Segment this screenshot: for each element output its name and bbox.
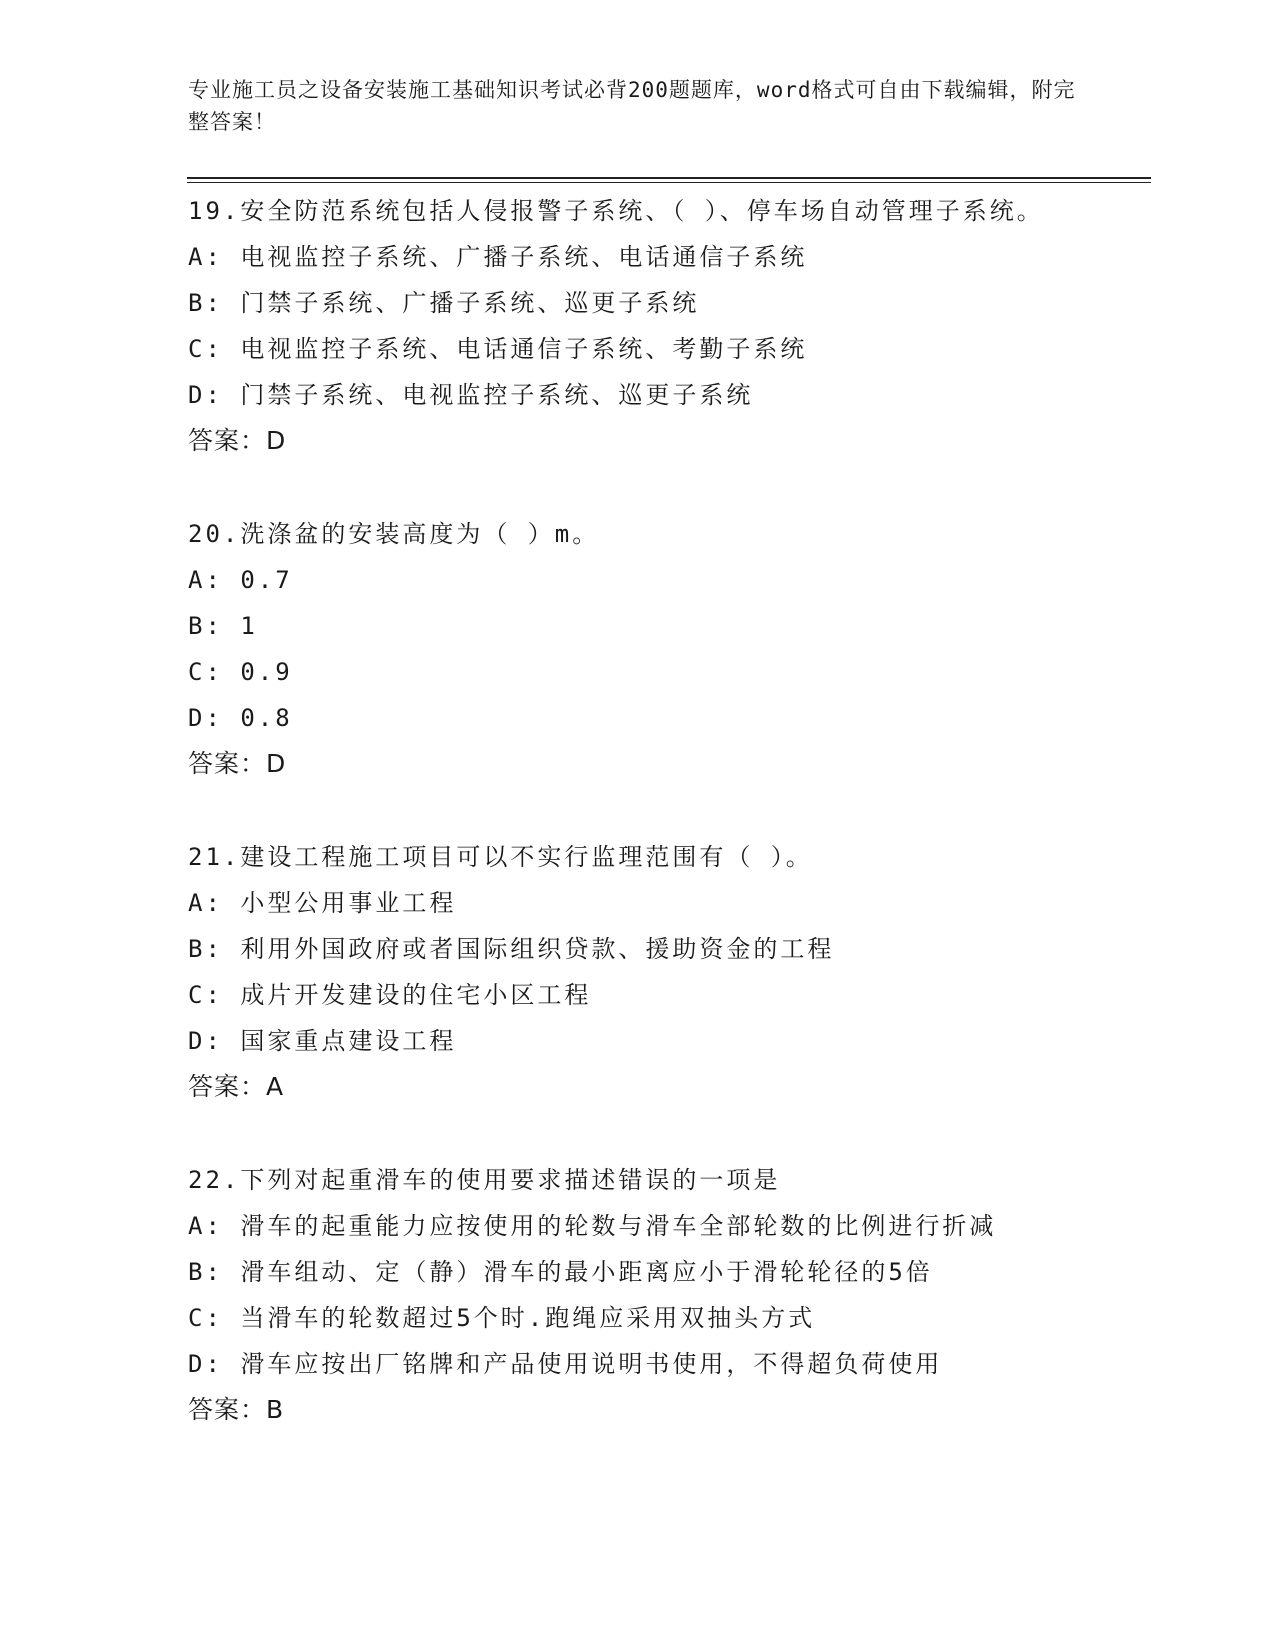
header-divider-thick: [187, 177, 1151, 179]
question-stem: 20.洗涤盆的安装高度为（ ）m。: [188, 520, 600, 548]
answer: 答案：D: [188, 426, 287, 455]
question-list: [188, 188, 1068, 1480]
option-a: A: 滑车的起重能力应按使用的轮数与滑车全部轮数的比例进行折减: [188, 1212, 997, 1240]
question-stem: 22.下列对起重滑车的使用要求描述错误的一项是: [188, 1166, 781, 1194]
header-divider-thin: [187, 182, 1151, 183]
option-c: C: 当滑车的轮数超过5个时.跑绳应采用双抽头方式: [188, 1304, 816, 1332]
option-d: D: 国家重点建设工程: [188, 1027, 457, 1055]
answer: 答案：D: [188, 749, 287, 778]
option-a: A: 0.7: [188, 566, 293, 594]
question-stem: 21.建设工程施工项目可以不实行监理范围有（ ）。: [188, 843, 813, 871]
answer: 答案：B: [188, 1395, 285, 1424]
option-d: D: 门禁子系统、电视监控子系统、巡更子系统: [188, 381, 754, 409]
option-c: C: 电视监控子系统、电话通信子系统、考勤子系统: [188, 335, 808, 363]
answer: 答案：A: [188, 1072, 285, 1101]
option-d: D: 0.8: [188, 704, 293, 732]
option-b: B: 1: [188, 612, 258, 640]
option-b: B: 门禁子系统、广播子系统、巡更子系统: [188, 289, 700, 317]
question-22: [188, 1157, 1068, 1433]
question-19: [188, 188, 1068, 464]
option-c: C: 0.9: [188, 658, 293, 686]
option-b: B: 利用外国政府或者国际组织贷款、援助资金的工程: [188, 935, 835, 963]
question-stem: 19.安全防范系统包括人侵报警子系统、（ ）、停车场自动管理子系统。: [188, 197, 1044, 225]
option-a: A: 小型公用事业工程: [188, 889, 457, 917]
question-20: [188, 511, 1068, 787]
document-header: 专业施工员之设备安装施工基础知识考试必背200题题库，word格式可自由下载编辑，附完整答案！: [188, 78, 1076, 134]
question-21: [188, 834, 1068, 1110]
option-d: D: 滑车应按出厂铭牌和产品使用说明书使用，不得超负荷使用: [188, 1350, 943, 1378]
option-a: A: 电视监控子系统、广播子系统、电话通信子系统: [188, 243, 808, 271]
option-b: B: 滑车组动、定（静）滑车的最小距离应小于滑轮轮径的5倍: [188, 1258, 933, 1286]
option-c: C: 成片开发建设的住宅小区工程: [188, 981, 592, 1009]
